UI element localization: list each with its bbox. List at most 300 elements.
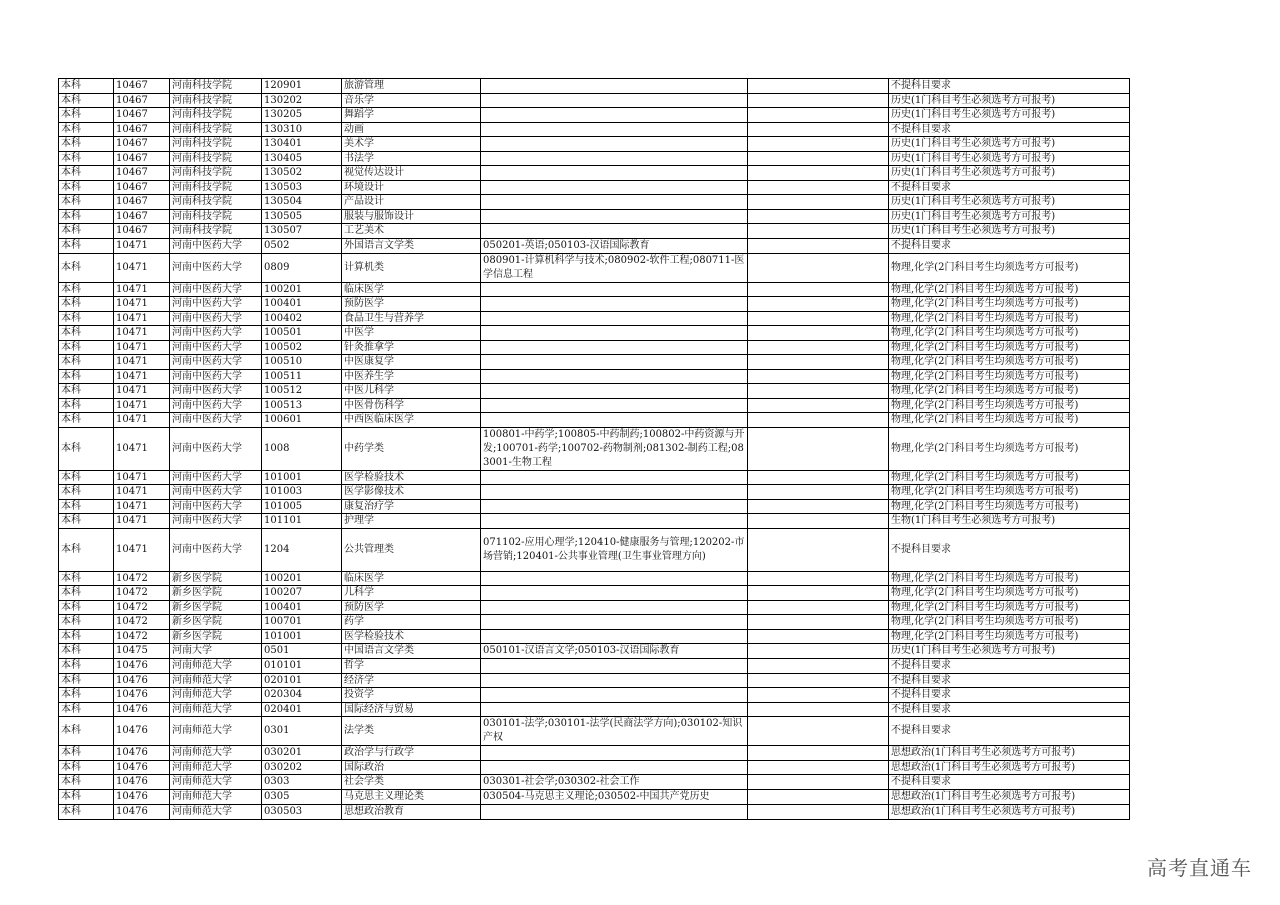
school-name-cell: 新乡医学院 <box>170 615 262 630</box>
major-code-cell: 100511 <box>262 369 342 384</box>
included-majors-cell <box>481 93 748 108</box>
school-name-cell: 新乡医学院 <box>170 629 262 644</box>
major-name-cell: 中医骨伤科学 <box>342 398 481 413</box>
level-cell: 本科 <box>59 702 114 717</box>
school-name-cell: 河南科技学院 <box>170 108 262 123</box>
included-majors-cell <box>481 311 748 326</box>
admission-subject-table <box>58 78 1130 820</box>
included-majors-cell <box>481 79 748 94</box>
table-row <box>59 528 1130 571</box>
school-code-cell: 10467 <box>114 93 170 108</box>
blank-cell <box>748 586 889 601</box>
major-name-cell: 儿科学 <box>342 586 481 601</box>
subject-requirement-cell: 不提科目要求 <box>889 238 1130 253</box>
major-name-cell: 医学检验技术 <box>342 629 481 644</box>
table-row <box>59 369 1130 384</box>
table-row <box>59 297 1130 312</box>
level-cell: 本科 <box>59 717 114 746</box>
major-code-cell: 0303 <box>262 775 342 790</box>
blank-cell <box>748 282 889 297</box>
major-name-cell: 产品设计 <box>342 195 481 210</box>
included-majors-cell <box>481 514 748 529</box>
school-code-cell: 10471 <box>114 297 170 312</box>
school-code-cell: 10472 <box>114 571 170 586</box>
subject-requirement-cell: 物理,化学(2门科目考生均须选考方可报考) <box>889 586 1130 601</box>
table-row <box>59 615 1130 630</box>
school-name-cell: 河南中医药大学 <box>170 326 262 341</box>
subject-requirement-cell: 不提科目要求 <box>889 122 1130 137</box>
included-majors-cell: 080901-计算机科学与技术;080902-软件工程;080711-医学信息工程 <box>481 253 748 282</box>
table-row <box>59 586 1130 601</box>
school-code-cell: 10471 <box>114 485 170 500</box>
table-row <box>59 398 1130 413</box>
blank-cell <box>748 108 889 123</box>
included-majors-cell <box>481 629 748 644</box>
table-row <box>59 93 1130 108</box>
level-cell: 本科 <box>59 311 114 326</box>
blank-cell <box>748 369 889 384</box>
included-majors-cell <box>481 122 748 137</box>
table-row <box>59 499 1130 514</box>
level-cell: 本科 <box>59 340 114 355</box>
major-name-cell: 外国语言文学类 <box>342 238 481 253</box>
table-row <box>59 282 1130 297</box>
level-cell: 本科 <box>59 398 114 413</box>
blank-cell <box>748 499 889 514</box>
major-code-cell: 101001 <box>262 470 342 485</box>
blank-cell <box>748 760 889 775</box>
major-code-cell: 100601 <box>262 413 342 428</box>
major-code-cell: 130502 <box>262 166 342 181</box>
major-name-cell: 环境设计 <box>342 180 481 195</box>
table-row <box>59 470 1130 485</box>
included-majors-cell <box>481 702 748 717</box>
major-code-cell: 130310 <box>262 122 342 137</box>
major-code-cell: 1204 <box>262 528 342 571</box>
subject-requirement-cell: 历史(1门科目考生必须选考方可报考) <box>889 108 1130 123</box>
table-row <box>59 108 1130 123</box>
blank-cell <box>748 600 889 615</box>
table-row <box>59 485 1130 500</box>
blank-cell <box>748 137 889 152</box>
school-code-cell: 10471 <box>114 384 170 399</box>
blank-cell <box>748 326 889 341</box>
school-name-cell: 河南中医药大学 <box>170 369 262 384</box>
level-cell: 本科 <box>59 586 114 601</box>
major-code-cell: 100201 <box>262 282 342 297</box>
blank-cell <box>748 238 889 253</box>
subject-requirement-cell: 历史(1门科目考生必须选考方可报考) <box>889 195 1130 210</box>
school-name-cell: 河南中医药大学 <box>170 238 262 253</box>
school-name-cell: 河南师范大学 <box>170 717 262 746</box>
included-majors-cell: 050201-英语;050103-汉语国际教育 <box>481 238 748 253</box>
major-name-cell: 预防医学 <box>342 297 481 312</box>
major-name-cell: 护理学 <box>342 514 481 529</box>
major-code-cell: 1008 <box>262 427 342 470</box>
subject-requirement-cell: 历史(1门科目考生必须选考方可报考) <box>889 166 1130 181</box>
major-code-cell: 030201 <box>262 746 342 761</box>
school-code-cell: 10471 <box>114 427 170 470</box>
school-name-cell: 河南中医药大学 <box>170 311 262 326</box>
included-majors-cell <box>481 659 748 674</box>
level-cell: 本科 <box>59 514 114 529</box>
major-name-cell: 服装与服饰设计 <box>342 209 481 224</box>
level-cell: 本科 <box>59 659 114 674</box>
blank-cell <box>748 384 889 399</box>
subject-requirement-cell: 物理,化学(2门科目考生均须选考方可报考) <box>889 398 1130 413</box>
major-code-cell: 010101 <box>262 659 342 674</box>
included-majors-cell <box>481 209 748 224</box>
major-code-cell: 0305 <box>262 790 342 805</box>
school-code-cell: 10476 <box>114 702 170 717</box>
included-majors-cell <box>481 805 748 820</box>
major-name-cell: 医学影像技术 <box>342 485 481 500</box>
blank-cell <box>748 673 889 688</box>
table-row <box>59 122 1130 137</box>
blank-cell <box>748 355 889 370</box>
level-cell: 本科 <box>59 600 114 615</box>
blank-cell <box>748 151 889 166</box>
subject-requirement-cell: 思想政治(1门科目考生必须选考方可报考) <box>889 790 1130 805</box>
table-row <box>59 805 1130 820</box>
blank-cell <box>748 528 889 571</box>
school-code-cell: 10467 <box>114 79 170 94</box>
level-cell: 本科 <box>59 282 114 297</box>
school-code-cell: 10475 <box>114 644 170 659</box>
level-cell: 本科 <box>59 180 114 195</box>
subject-requirement-cell: 物理,化学(2门科目考生均须选考方可报考) <box>889 384 1130 399</box>
school-name-cell: 新乡医学院 <box>170 586 262 601</box>
level-cell: 本科 <box>59 688 114 703</box>
school-code-cell: 10471 <box>114 398 170 413</box>
major-name-cell: 中西医临床医学 <box>342 413 481 428</box>
subject-requirement-cell: 历史(1门科目考生必须选考方可报考) <box>889 151 1130 166</box>
school-code-cell: 10471 <box>114 413 170 428</box>
school-name-cell: 河南科技学院 <box>170 122 262 137</box>
school-code-cell: 10467 <box>114 209 170 224</box>
school-name-cell: 河南科技学院 <box>170 209 262 224</box>
school-name-cell: 河南中医药大学 <box>170 355 262 370</box>
school-name-cell: 河南师范大学 <box>170 805 262 820</box>
blank-cell <box>748 253 889 282</box>
school-name-cell: 新乡医学院 <box>170 571 262 586</box>
major-name-cell: 视觉传达设计 <box>342 166 481 181</box>
subject-requirement-cell: 物理,化学(2门科目考生均须选考方可报考) <box>889 340 1130 355</box>
school-name-cell: 河南师范大学 <box>170 673 262 688</box>
table-row <box>59 427 1130 470</box>
included-majors-cell <box>481 571 748 586</box>
school-name-cell: 河南中医药大学 <box>170 253 262 282</box>
included-majors-cell <box>481 615 748 630</box>
level-cell: 本科 <box>59 790 114 805</box>
major-code-cell: 030503 <box>262 805 342 820</box>
subject-requirement-cell: 不提科目要求 <box>889 528 1130 571</box>
included-majors-cell <box>481 384 748 399</box>
level-cell: 本科 <box>59 629 114 644</box>
school-name-cell: 河南中医药大学 <box>170 282 262 297</box>
table-row <box>59 253 1130 282</box>
included-majors-cell <box>481 586 748 601</box>
school-name-cell: 河南科技学院 <box>170 93 262 108</box>
table-row <box>59 760 1130 775</box>
school-name-cell: 河南师范大学 <box>170 702 262 717</box>
table-row <box>59 340 1130 355</box>
subject-requirement-cell: 生物(1门科目考生必须选考方可报考) <box>889 514 1130 529</box>
school-name-cell: 新乡医学院 <box>170 600 262 615</box>
school-name-cell: 河南科技学院 <box>170 151 262 166</box>
included-majors-cell <box>481 760 748 775</box>
table-row <box>59 384 1130 399</box>
major-code-cell: 0502 <box>262 238 342 253</box>
school-name-cell: 河南中医药大学 <box>170 485 262 500</box>
subject-requirement-cell: 物理,化学(2门科目考生均须选考方可报考) <box>889 369 1130 384</box>
school-name-cell: 河南中医药大学 <box>170 398 262 413</box>
blank-cell <box>748 340 889 355</box>
included-majors-cell <box>481 499 748 514</box>
level-cell: 本科 <box>59 673 114 688</box>
school-code-cell: 10471 <box>114 238 170 253</box>
level-cell: 本科 <box>59 137 114 152</box>
included-majors-cell <box>481 326 748 341</box>
school-code-cell: 10476 <box>114 659 170 674</box>
included-majors-cell: 100801-中药学;100805-中药制药;100802-中药资源与开发;100701-药学;100702-药物制剂;081302-制药工程;083001-生物工程 <box>481 427 748 470</box>
major-code-cell: 100513 <box>262 398 342 413</box>
table-row <box>59 413 1130 428</box>
school-code-cell: 10467 <box>114 166 170 181</box>
level-cell: 本科 <box>59 166 114 181</box>
table-row <box>59 571 1130 586</box>
level-cell: 本科 <box>59 369 114 384</box>
major-code-cell: 130504 <box>262 195 342 210</box>
school-name-cell: 河南师范大学 <box>170 775 262 790</box>
included-majors-cell <box>481 340 748 355</box>
blank-cell <box>748 775 889 790</box>
level-cell: 本科 <box>59 151 114 166</box>
blank-cell <box>748 311 889 326</box>
included-majors-cell <box>481 108 748 123</box>
school-name-cell: 河南科技学院 <box>170 79 262 94</box>
table-row <box>59 688 1130 703</box>
major-name-cell: 投资学 <box>342 688 481 703</box>
subject-requirement-cell: 不提科目要求 <box>889 688 1130 703</box>
level-cell: 本科 <box>59 384 114 399</box>
subject-requirement-cell: 物理,化学(2门科目考生均须选考方可报考) <box>889 355 1130 370</box>
level-cell: 本科 <box>59 485 114 500</box>
blank-cell <box>748 805 889 820</box>
level-cell: 本科 <box>59 427 114 470</box>
level-cell: 本科 <box>59 760 114 775</box>
subject-requirement-cell: 物理,化学(2门科目考生均须选考方可报考) <box>889 413 1130 428</box>
school-code-cell: 10471 <box>114 528 170 571</box>
school-name-cell: 河南中医药大学 <box>170 499 262 514</box>
major-code-cell: 0301 <box>262 717 342 746</box>
major-name-cell: 政治学与行政学 <box>342 746 481 761</box>
school-code-cell: 10467 <box>114 108 170 123</box>
subject-requirement-cell: 物理,化学(2门科目考生均须选考方可报考) <box>889 253 1130 282</box>
blank-cell <box>748 195 889 210</box>
table-row <box>59 326 1130 341</box>
major-code-cell: 030202 <box>262 760 342 775</box>
school-name-cell: 河南中医药大学 <box>170 528 262 571</box>
included-majors-cell <box>481 137 748 152</box>
subject-requirement-cell: 历史(1门科目考生必须选考方可报考) <box>889 224 1130 239</box>
major-name-cell: 书法学 <box>342 151 481 166</box>
school-code-cell: 10471 <box>114 355 170 370</box>
school-name-cell: 河南师范大学 <box>170 760 262 775</box>
blank-cell <box>748 79 889 94</box>
school-code-cell: 10471 <box>114 499 170 514</box>
school-code-cell: 10472 <box>114 586 170 601</box>
included-majors-cell <box>481 355 748 370</box>
school-name-cell: 河南中医药大学 <box>170 340 262 355</box>
subject-requirement-cell: 物理,化学(2门科目考生均须选考方可报考) <box>889 485 1130 500</box>
subject-requirement-cell: 物理,化学(2门科目考生均须选考方可报考) <box>889 470 1130 485</box>
level-cell: 本科 <box>59 746 114 761</box>
included-majors-cell: 050101-汉语言文学;050103-汉语国际教育 <box>481 644 748 659</box>
blank-cell <box>748 427 889 470</box>
school-code-cell: 10471 <box>114 470 170 485</box>
major-code-cell: 130505 <box>262 209 342 224</box>
major-name-cell: 中医学 <box>342 326 481 341</box>
major-name-cell: 计算机类 <box>342 253 481 282</box>
major-code-cell: 100402 <box>262 311 342 326</box>
level-cell: 本科 <box>59 297 114 312</box>
level-cell: 本科 <box>59 326 114 341</box>
subject-requirement-cell: 物理,化学(2门科目考生均须选考方可报考) <box>889 499 1130 514</box>
major-name-cell: 公共管理类 <box>342 528 481 571</box>
major-name-cell: 马克思主义理论类 <box>342 790 481 805</box>
major-name-cell: 旅游管理 <box>342 79 481 94</box>
major-name-cell: 医学检验技术 <box>342 470 481 485</box>
major-code-cell: 100510 <box>262 355 342 370</box>
blank-cell <box>748 615 889 630</box>
included-majors-cell <box>481 282 748 297</box>
school-name-cell: 河南中医药大学 <box>170 427 262 470</box>
subject-requirement-cell: 历史(1门科目考生必须选考方可报考) <box>889 209 1130 224</box>
level-cell: 本科 <box>59 79 114 94</box>
subject-requirement-cell: 物理,化学(2门科目考生均须选考方可报考) <box>889 282 1130 297</box>
table-row <box>59 702 1130 717</box>
major-code-cell: 101001 <box>262 629 342 644</box>
level-cell: 本科 <box>59 499 114 514</box>
major-name-cell: 社会学类 <box>342 775 481 790</box>
subject-requirement-cell: 不提科目要求 <box>889 79 1130 94</box>
school-code-cell: 10476 <box>114 673 170 688</box>
blank-cell <box>748 224 889 239</box>
blank-cell <box>748 514 889 529</box>
included-majors-cell <box>481 166 748 181</box>
included-majors-cell <box>481 413 748 428</box>
table-row <box>59 790 1130 805</box>
included-majors-cell <box>481 485 748 500</box>
major-code-cell: 130503 <box>262 180 342 195</box>
school-name-cell: 河南科技学院 <box>170 195 262 210</box>
school-name-cell: 河南中医药大学 <box>170 514 262 529</box>
major-name-cell: 中医养生学 <box>342 369 481 384</box>
subject-requirement-cell: 不提科目要求 <box>889 702 1130 717</box>
table-row <box>59 151 1130 166</box>
subject-requirement-cell: 不提科目要求 <box>889 180 1130 195</box>
subject-requirement-cell: 物理,化学(2门科目考生均须选考方可报考) <box>889 326 1130 341</box>
included-majors-cell <box>481 151 748 166</box>
table-row <box>59 180 1130 195</box>
subject-requirement-cell: 不提科目要求 <box>889 717 1130 746</box>
level-cell: 本科 <box>59 209 114 224</box>
included-majors-cell: 030301-社会学;030302-社会工作 <box>481 775 748 790</box>
major-name-cell: 食品卫生与营养学 <box>342 311 481 326</box>
blank-cell <box>748 790 889 805</box>
table-row <box>59 717 1130 746</box>
major-code-cell: 130202 <box>262 93 342 108</box>
school-code-cell: 10472 <box>114 600 170 615</box>
subject-requirement-cell: 不提科目要求 <box>889 673 1130 688</box>
school-code-cell: 10471 <box>114 340 170 355</box>
table-row <box>59 659 1130 674</box>
major-code-cell: 100207 <box>262 586 342 601</box>
school-name-cell: 河南大学 <box>170 644 262 659</box>
level-cell: 本科 <box>59 571 114 586</box>
school-name-cell: 河南科技学院 <box>170 180 262 195</box>
subject-requirement-cell: 不提科目要求 <box>889 659 1130 674</box>
major-name-cell: 针灸推拿学 <box>342 340 481 355</box>
school-code-cell: 10472 <box>114 629 170 644</box>
table-row <box>59 514 1130 529</box>
level-cell: 本科 <box>59 615 114 630</box>
major-name-cell: 临床医学 <box>342 571 481 586</box>
included-majors-cell <box>481 746 748 761</box>
level-cell: 本科 <box>59 775 114 790</box>
school-code-cell: 10467 <box>114 122 170 137</box>
major-name-cell: 药学 <box>342 615 481 630</box>
blank-cell <box>748 571 889 586</box>
table-row <box>59 775 1130 790</box>
table-row <box>59 166 1130 181</box>
major-code-cell: 100401 <box>262 600 342 615</box>
subject-requirement-cell: 物理,化学(2门科目考生均须选考方可报考) <box>889 571 1130 586</box>
blank-cell <box>748 398 889 413</box>
blank-cell <box>748 644 889 659</box>
subject-requirement-cell: 思想政治(1门科目考生必须选考方可报考) <box>889 746 1130 761</box>
school-code-cell: 10476 <box>114 790 170 805</box>
blank-cell <box>748 629 889 644</box>
table-row <box>59 355 1130 370</box>
level-cell: 本科 <box>59 528 114 571</box>
major-code-cell: 101005 <box>262 499 342 514</box>
school-code-cell: 10467 <box>114 137 170 152</box>
included-majors-cell <box>481 470 748 485</box>
table-row <box>59 238 1130 253</box>
major-name-cell: 中医儿科学 <box>342 384 481 399</box>
major-code-cell: 020401 <box>262 702 342 717</box>
school-name-cell: 河南科技学院 <box>170 137 262 152</box>
included-majors-cell <box>481 398 748 413</box>
major-name-cell: 国际经济与贸易 <box>342 702 481 717</box>
subject-requirement-cell: 物理,化学(2门科目考生均须选考方可报考) <box>889 427 1130 470</box>
major-code-cell: 130401 <box>262 137 342 152</box>
school-name-cell: 河南师范大学 <box>170 790 262 805</box>
table-row <box>59 311 1130 326</box>
school-code-cell: 10476 <box>114 688 170 703</box>
school-name-cell: 河南中医药大学 <box>170 384 262 399</box>
blank-cell <box>748 209 889 224</box>
school-code-cell: 10467 <box>114 195 170 210</box>
subject-requirement-cell: 思想政治(1门科目考生必须选考方可报考) <box>889 760 1130 775</box>
major-name-cell: 中国语言文学类 <box>342 644 481 659</box>
school-code-cell: 10467 <box>114 151 170 166</box>
blank-cell <box>748 470 889 485</box>
major-name-cell: 康复治疗学 <box>342 499 481 514</box>
major-code-cell: 020304 <box>262 688 342 703</box>
